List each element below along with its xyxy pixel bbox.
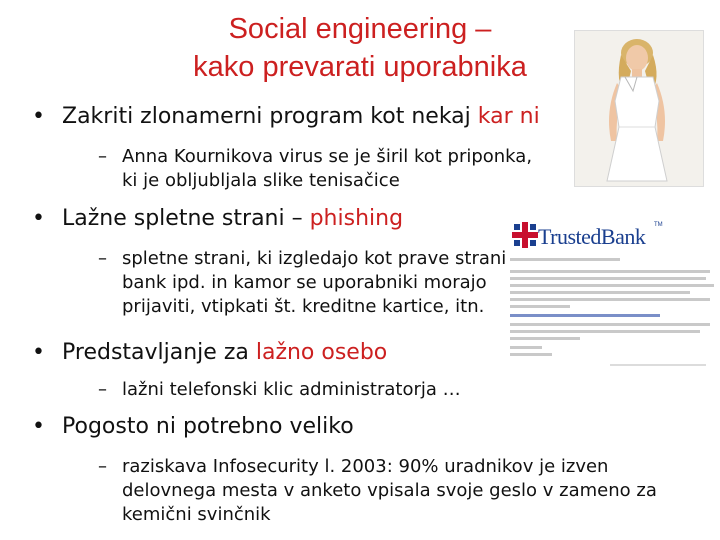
trustedbank-phishing-email <box>506 208 716 378</box>
sub-line: spletne strani, ki izgledajo kot prave strani <box>122 248 507 269</box>
bullet-2-highlight: phishing <box>309 206 404 231</box>
phishing-link[interactable] <box>510 314 660 317</box>
sub-line: prijaviti, vtipkati št. kreditne kartice, itn. <box>122 296 485 317</box>
bullet-1 <box>32 103 540 131</box>
email-text-line <box>510 330 700 333</box>
sub-line: raziskava Infosecurity l. 2003: 90% uradnikov je izven <box>122 456 609 477</box>
sub-line: Anna Kournikova virus se je širil kot priponka, <box>122 146 533 167</box>
bullet-dot: • <box>32 206 45 231</box>
bullet-3 <box>32 339 388 367</box>
sub-line: ki je obljubljala slike tenisačice <box>122 170 400 191</box>
bullet-3-highlight: lažno osebo <box>255 340 388 365</box>
sub-line: kemični svinčnik <box>122 504 271 525</box>
sub-line: lažni telefonski klic administratorja … <box>122 379 461 400</box>
title-line-2: kako prevarati uporabnika <box>193 51 527 83</box>
trustedbank-name: TrustedBank <box>538 224 646 249</box>
email-text-line <box>510 277 706 280</box>
sub-dash: – <box>98 248 107 269</box>
tennis-player-photo <box>574 30 704 187</box>
email-text-line <box>510 305 570 308</box>
email-text-line <box>510 284 714 287</box>
bullet-4-text: Pogosto ni potrebno veliko <box>62 414 354 439</box>
bullet-1-text: Zakriti zlonamerni program kot nekaj <box>62 104 478 129</box>
bullet-3-sub <box>98 378 461 402</box>
email-text-line <box>510 270 710 273</box>
bullet-2-text: Lažne spletne strani – <box>62 206 310 231</box>
sub-line: bank ipd. in kamor se uporabniki morajo <box>122 272 487 293</box>
bullet-2-sub <box>98 247 507 319</box>
email-text-line <box>510 298 710 301</box>
email-text-line <box>510 258 620 261</box>
sub-line: delovnega mesta v anketo vpisala svoje geslo v zameno za <box>122 480 657 501</box>
bullet-2 <box>32 205 404 233</box>
bullet-4-sub <box>98 455 657 527</box>
email-text-line <box>510 337 580 340</box>
bullet-dot: • <box>32 414 45 439</box>
title-line-1: Social engineering – <box>228 13 492 45</box>
sub-dash: – <box>98 456 107 477</box>
bullet-dot: • <box>32 340 45 365</box>
trustedbank-tm: TM <box>654 222 663 228</box>
trustedbank-logo-icon <box>512 222 538 248</box>
email-text-line <box>510 346 542 349</box>
bullet-dot: • <box>32 104 45 129</box>
bullet-3-text: Predstavljanje za <box>62 340 256 365</box>
sub-dash: – <box>98 146 107 167</box>
email-text-line <box>510 291 690 294</box>
bullet-1-highlight: kar ni <box>477 104 540 129</box>
email-text-line <box>510 353 552 356</box>
bullet-1-sub <box>98 145 533 193</box>
sub-dash: – <box>98 379 107 400</box>
email-text-line <box>510 323 710 326</box>
bullet-4 <box>32 413 354 441</box>
email-footer-line <box>610 364 706 366</box>
